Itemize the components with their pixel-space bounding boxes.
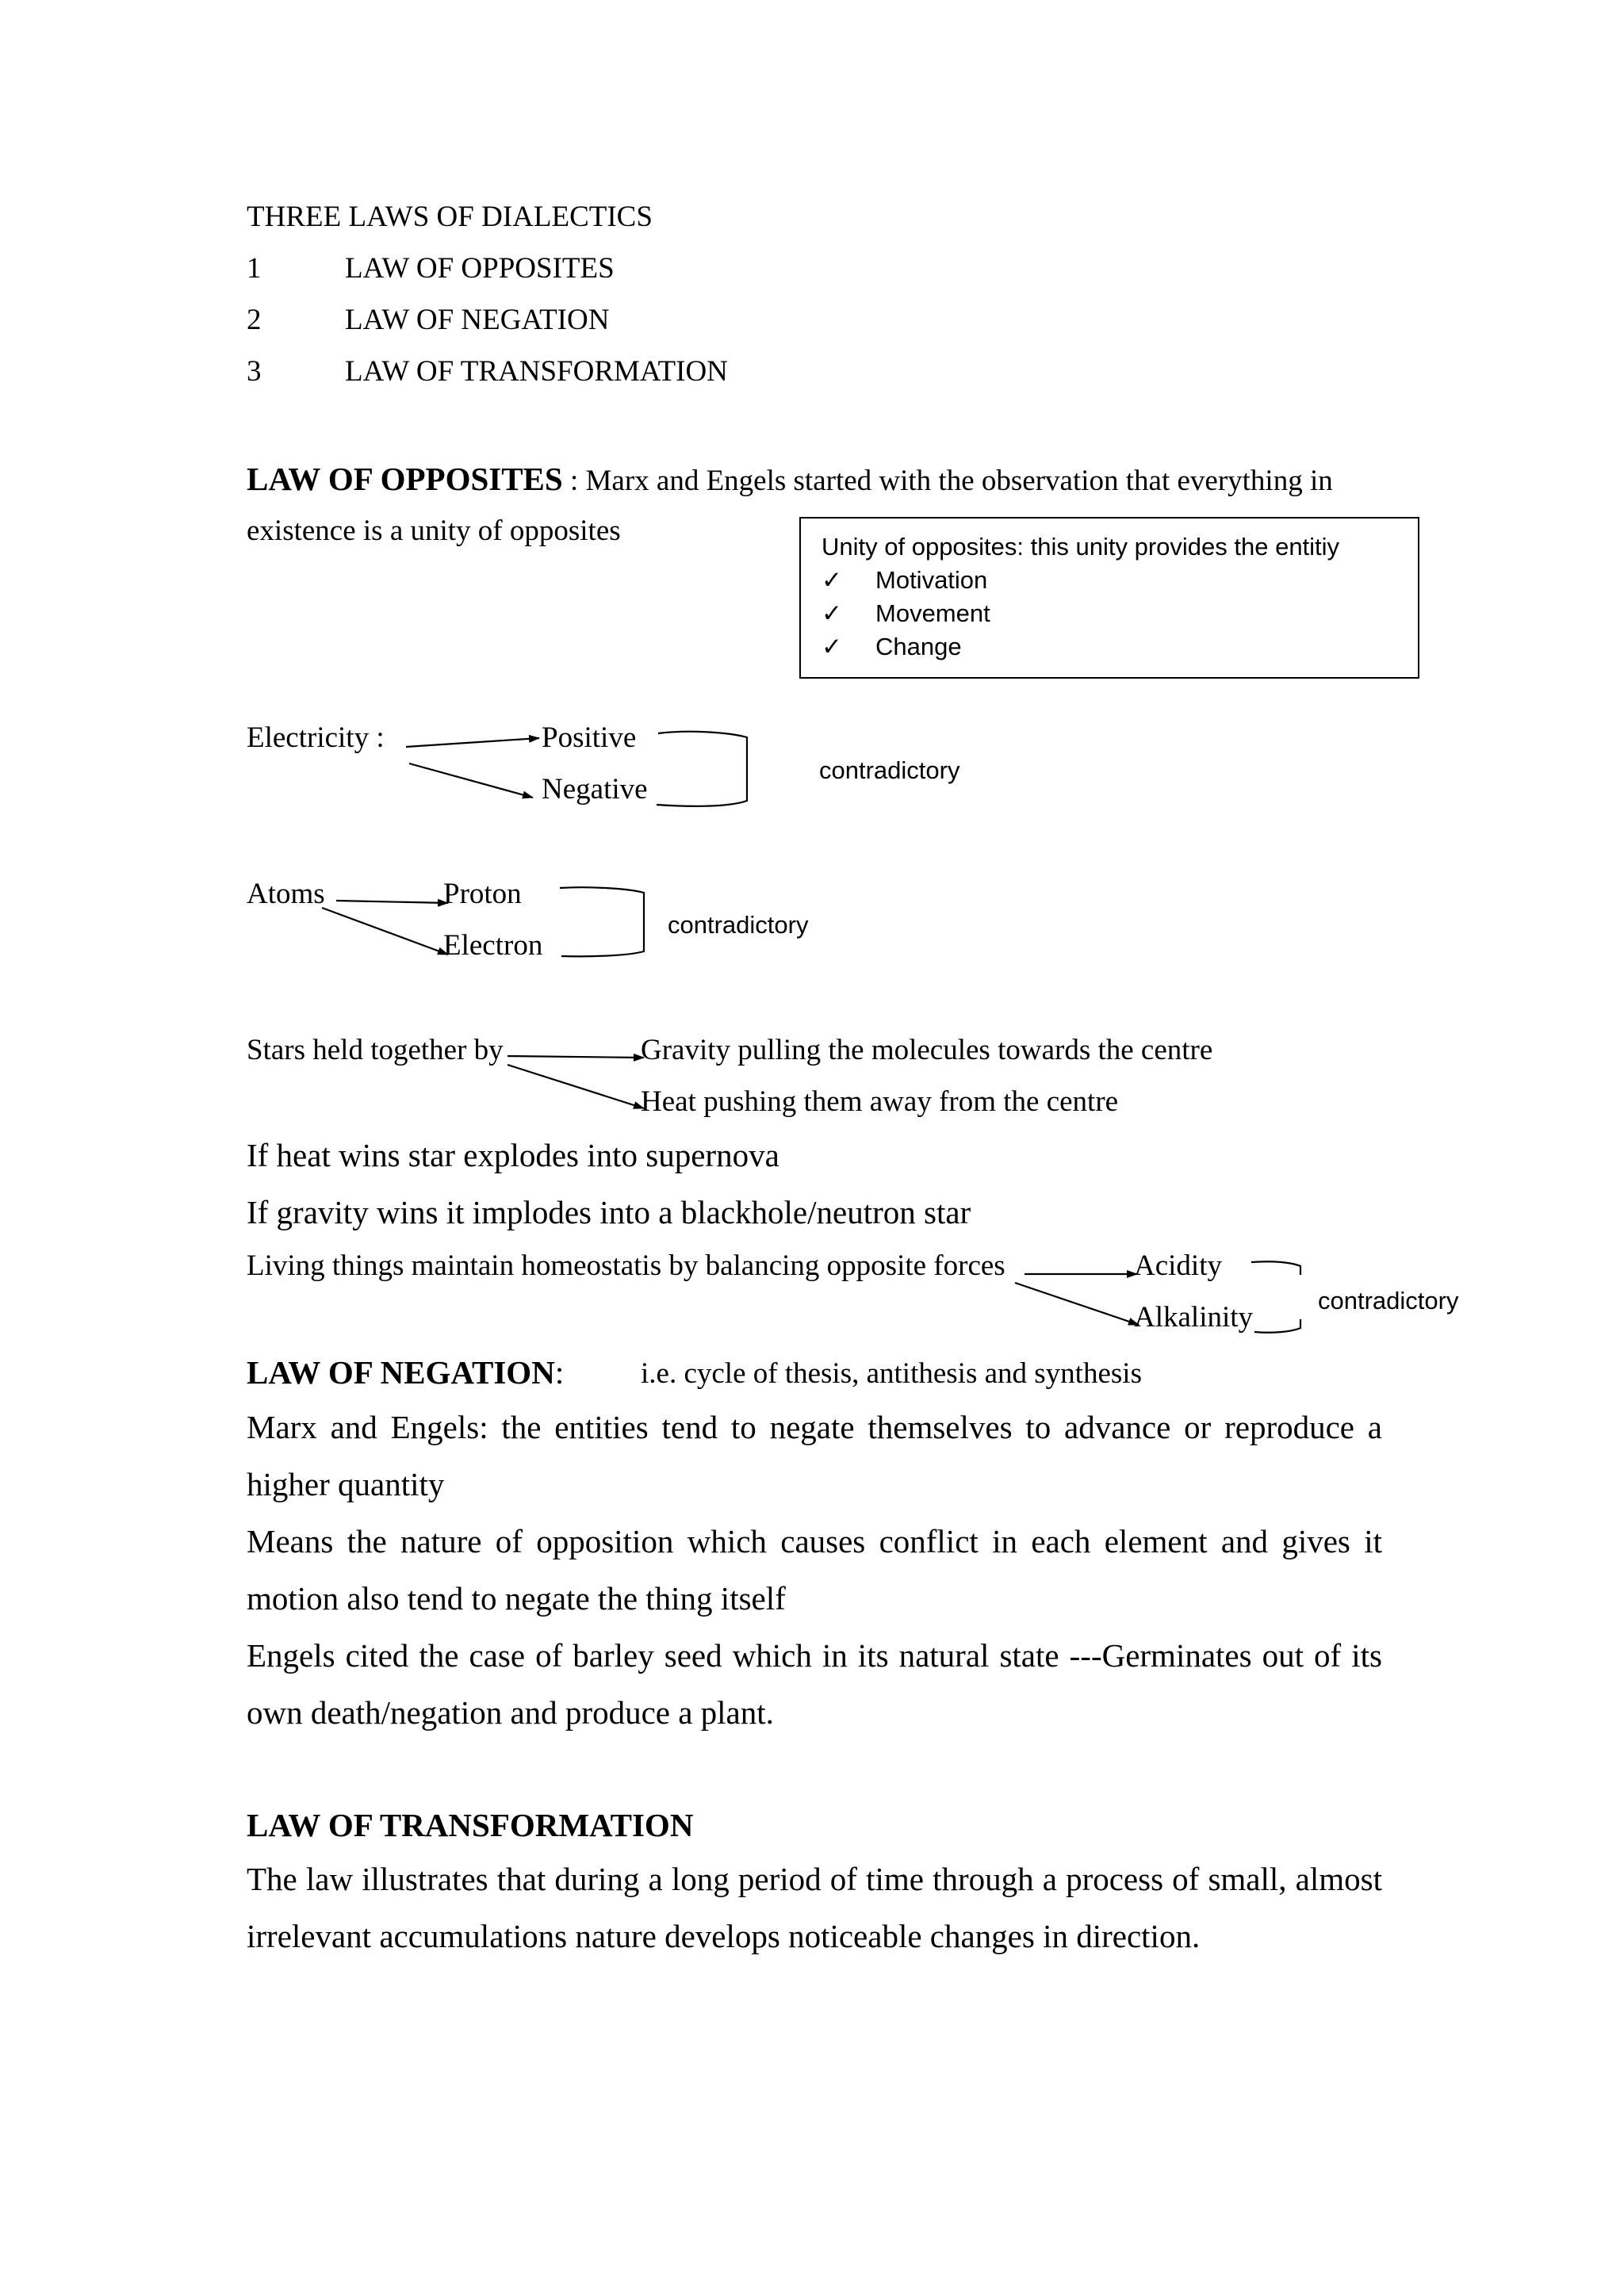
electricity-positive-arrow xyxy=(406,738,539,747)
law-list-number-2: 2 xyxy=(247,304,262,336)
negation-colon: : xyxy=(554,1354,565,1391)
unity-of-opposites-box xyxy=(799,517,1419,679)
stars-gravity: Gravity pulling the molecules towards the centre xyxy=(641,1034,1213,1066)
living-acidity: Acidity xyxy=(1134,1249,1222,1282)
transformation-title: LAW OF TRANSFORMATION xyxy=(247,1807,694,1843)
atoms-bracket xyxy=(560,887,644,956)
negation-subtitle: i.e. cycle of thesis, antithesis and synthesis xyxy=(641,1357,1142,1390)
check-icon: ✓ xyxy=(822,599,842,627)
atoms-proton: Proton xyxy=(443,878,522,910)
stars-gravity-arrow xyxy=(508,1056,644,1058)
law-list-number-3: 3 xyxy=(247,355,262,388)
negation-paragraph-1: Marx and Engels: the entities tend to negate themselves to advance or reproduce a higher quantity xyxy=(247,1409,1382,1502)
stars-heat-arrow xyxy=(508,1065,644,1108)
atoms-proton-arrow xyxy=(336,901,448,903)
opposites-text-line2: existence is a unity of opposites xyxy=(247,515,621,547)
opposites-title: LAW OF OPPOSITES xyxy=(247,461,563,497)
opposites-separator: : xyxy=(562,465,579,497)
check-icon: ✓ xyxy=(822,633,842,660)
stars-heat: Heat pushing them away from the centre xyxy=(641,1085,1119,1118)
negation-title: LAW OF NEGATION xyxy=(247,1354,555,1391)
living-things-label: Living things maintain homeostatis by balancing opposite forces xyxy=(247,1249,1005,1282)
living-bracket-top xyxy=(1251,1261,1300,1275)
living-contradictory-note: contradictory xyxy=(1318,1287,1459,1314)
transformation-paragraph: The law illustrates that during a long period of time through a process of small, almost irrelevant accumulations nature develops noticeable changes in direction. xyxy=(247,1861,1382,1954)
atoms-electron: Electron xyxy=(443,929,543,962)
living-alkalinity: Alkalinity xyxy=(1134,1301,1254,1334)
unity-item-change: Change xyxy=(875,633,962,660)
atoms-contradictory-note: contradictory xyxy=(668,911,809,939)
living-alkalinity-arrow xyxy=(1015,1283,1139,1325)
atoms-label: Atoms xyxy=(247,878,325,910)
law-list-item-2: LAW OF NEGATION xyxy=(345,304,610,336)
unity-item-movement: Movement xyxy=(875,599,990,627)
electricity-negative: Negative xyxy=(542,773,648,806)
atoms-electron-arrow xyxy=(322,908,448,955)
unity-item-motivation: Motivation xyxy=(875,566,988,594)
stars-gravity-wins: If gravity wins it implodes into a blackhole/neutron star xyxy=(247,1194,971,1230)
document-heading: THREE LAWS OF DIALECTICS xyxy=(247,201,653,233)
unity-box-title: Unity of opposites: this unity provides the entitiy xyxy=(822,533,1340,561)
stars-label: Stars held together by xyxy=(247,1034,504,1066)
negation-title-line xyxy=(247,1354,565,1391)
stars-heat-wins: If heat wins star explodes into supernova xyxy=(247,1137,779,1173)
electricity-bracket xyxy=(657,732,747,806)
law-list-item-3: LAW OF TRANSFORMATION xyxy=(345,355,728,388)
negation-paragraph-3: Engels cited the case of barley seed which in its natural state ---Germinates out of its own death/negation and produce a plant. xyxy=(247,1637,1382,1731)
law-list-number-1: 1 xyxy=(247,252,262,285)
electricity-positive: Positive xyxy=(542,721,637,754)
electricity-label: Electricity : xyxy=(247,721,385,754)
negation-paragraph-2: Means the nature of opposition which causes conflict in each element and gives it motion also tend to negate the thing itself xyxy=(247,1523,1382,1617)
check-icon: ✓ xyxy=(822,566,842,594)
law-list-item-1: LAW OF OPPOSITES xyxy=(345,252,615,285)
living-bracket-bottom xyxy=(1254,1319,1300,1333)
opposites-text-line1: Marx and Engels started with the observation that everything in xyxy=(578,465,1333,497)
opposites-intro-line1 xyxy=(247,463,1333,496)
electricity-negative-arrow xyxy=(409,763,533,798)
electricity-contradictory-note: contradictory xyxy=(819,756,960,784)
